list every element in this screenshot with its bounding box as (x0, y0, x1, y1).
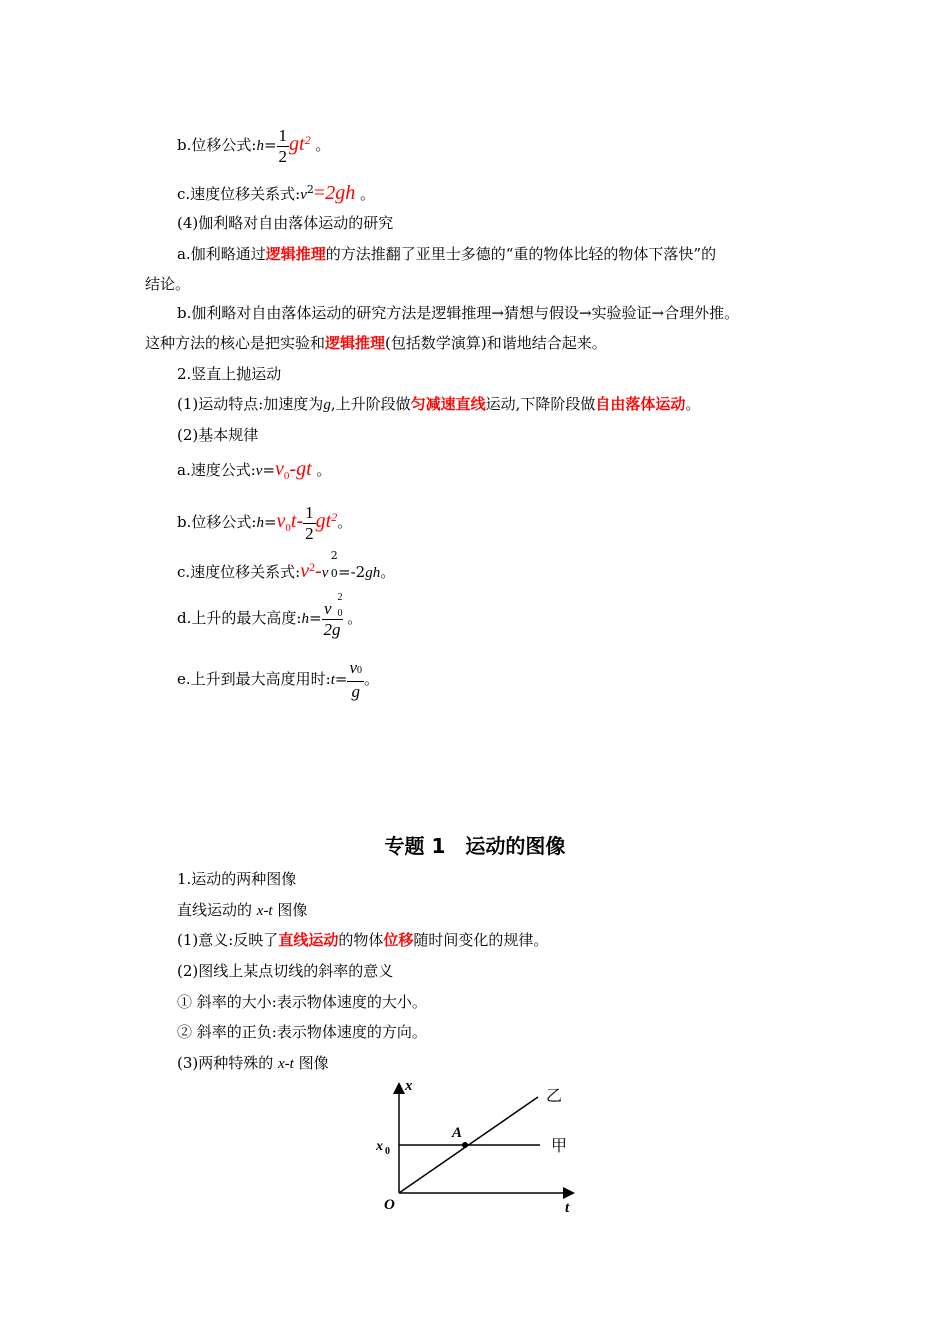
numerator (322, 591, 343, 620)
galileo-b: b.伽利略对自由落体运动的研究方法是逻辑推理→猜想与假设→实验验证→合理外推。 (177, 304, 740, 322)
displacement-formula (177, 497, 353, 543)
text: 这种方法的核心是把实验和 (145, 334, 326, 352)
equals: = (308, 609, 322, 627)
label: b.位移公式: (177, 136, 257, 154)
var-v: v (300, 187, 307, 203)
numerator: 1 (305, 502, 314, 522)
denominator: 2 (278, 146, 288, 166)
numerator: 1 (278, 125, 288, 145)
exponent: 2 (330, 549, 338, 562)
answer-2gh: 2gh (325, 182, 356, 204)
section-title: 专题 1 运动的图像 (384, 834, 566, 858)
period: 。 (315, 136, 331, 154)
answer-displacement: 位移 (383, 931, 414, 949)
vertical-throw-features (177, 394, 700, 415)
text: 随时间变化的规律。 (413, 931, 549, 949)
exponent: 2 (337, 591, 343, 603)
answer-gt: gt (315, 510, 332, 532)
subscript: 0 (283, 470, 290, 482)
text: 直线运动的 (177, 901, 257, 919)
var-xt: x-t (278, 1056, 294, 1072)
var-g: g (323, 397, 331, 413)
answer-gt: -gt (289, 458, 312, 480)
var-v: v (323, 598, 332, 618)
origin-label: O (384, 1197, 395, 1213)
text: 图像 (293, 1054, 329, 1072)
intersection-point (462, 1142, 468, 1148)
answer-decel: 匀减速直线 (410, 395, 486, 413)
point-label: A (452, 1125, 463, 1141)
var-h: h (301, 611, 309, 627)
vertical-throw-heading: 2.竖直上抛运动 (177, 365, 282, 383)
denominator: g (351, 682, 360, 701)
equals: = (263, 136, 277, 154)
line-yi-label: 乙 (546, 1088, 563, 1105)
slope-meaning-heading: (2)图线上某点切线的斜率的意义 (177, 962, 394, 980)
text: 运动,下降阶段做 (485, 395, 596, 413)
special-graphs-heading (177, 1053, 329, 1074)
var-v: v (349, 658, 357, 677)
equals: = (313, 182, 326, 204)
subscript: 0 (330, 567, 338, 580)
var-h: h (256, 515, 264, 531)
motion-graphs-heading: 1.运动的两种图像 (177, 870, 297, 888)
answer-v: v (300, 560, 310, 582)
fraction-v0-g (347, 658, 364, 702)
period: 。 (685, 395, 701, 413)
period: 。 (337, 513, 353, 531)
denominator: 2 (305, 523, 314, 543)
var-h: h (256, 138, 264, 154)
text: =-2 (338, 563, 366, 581)
exponent: 2 (304, 133, 311, 147)
period: 。 (347, 609, 363, 627)
text: 图像 (272, 901, 308, 919)
var-v: v (255, 463, 263, 479)
slope-magnitude: ① 斜率的大小:表示物体速度的大小。 (177, 993, 427, 1011)
exponent: 2 (331, 510, 338, 524)
x0-subscript: 0 (385, 1146, 390, 1157)
answer-gt: gt (289, 133, 305, 155)
label: c.速度位移关系式: (177, 563, 301, 581)
minus: - (315, 560, 322, 582)
equals: = (262, 461, 276, 479)
exponent: 2 (306, 183, 314, 196)
label: b.位移公式: (177, 513, 257, 531)
label: d.上升的最大高度: (177, 609, 302, 627)
text: ,上升阶段做 (330, 395, 411, 413)
answer-linear-motion: 直线运动 (278, 931, 339, 949)
equals: = (334, 670, 348, 688)
galileo-b-cont (145, 333, 607, 353)
text: a.伽利略通过 (177, 245, 266, 263)
exponent: 2 (309, 560, 316, 574)
subscript: 0 (285, 522, 291, 534)
v0-squared (321, 549, 338, 586)
xt-graph-heading (177, 900, 307, 921)
line-jia-label: 甲 (551, 1138, 568, 1155)
subscript: 0 (357, 665, 362, 676)
text: 的物体 (338, 931, 384, 949)
fraction-v0sq-2g (322, 591, 343, 640)
axis-y-label: x (405, 1078, 413, 1094)
var-xt: x-t (256, 903, 273, 919)
text: (3)两种特殊的 (177, 1054, 279, 1072)
galileo-heading: (4)伽利略对自由落体运动的研究 (177, 214, 394, 232)
galileo-a (177, 244, 716, 264)
subscript: 0 (337, 607, 343, 619)
velocity-formula (177, 457, 331, 481)
answer-freefall: 自由落体运动 (595, 395, 686, 413)
xt-graph (370, 1075, 590, 1225)
answer-v: v (275, 458, 284, 480)
period: 。 (364, 670, 380, 688)
xt-meaning (177, 930, 548, 950)
basic-laws-heading: (2)基本规律 (177, 426, 259, 444)
var-v: v (321, 565, 329, 581)
answer-t: t- (290, 510, 304, 532)
time-to-max-formula (177, 656, 379, 702)
var-t: t (330, 672, 335, 688)
text: (1)意义:反映了 (177, 931, 279, 949)
var-gh: gh (365, 565, 381, 581)
numerator (347, 658, 364, 682)
text: 的方法推翻了亚里士多德的“重的物体比轻的物体下落快”的 (325, 245, 717, 263)
denominator: 2g (323, 619, 341, 639)
label: c.速度位移关系式: (177, 185, 301, 203)
answer-logic: 逻辑推理 (325, 334, 386, 352)
answer-v: v (276, 510, 286, 532)
period: 。 (316, 461, 332, 479)
equals: = (263, 513, 277, 531)
label: a.速度公式: (177, 461, 256, 479)
slope-sign: ② 斜率的正负:表示物体速度的方向。 (177, 1023, 427, 1041)
max-height-formula (177, 591, 363, 641)
free-fall-displacement (177, 120, 331, 166)
x0-label: x (376, 1139, 383, 1154)
label: e.上升到最大高度用时: (177, 670, 331, 688)
axis-x-label: t (565, 1200, 570, 1216)
text: (包括数学演算)和谐地结合起来。 (385, 334, 607, 352)
text: (1)运动特点:加速度为 (177, 395, 324, 413)
galileo-a-cont: 结论。 (145, 275, 191, 293)
velocity-displacement-formula (177, 549, 396, 582)
period: 。 (359, 185, 375, 203)
fraction-half (277, 126, 290, 167)
answer-logic: 逻辑推理 (265, 245, 326, 263)
period: 。 (380, 563, 396, 581)
free-fall-velocity-displacement (177, 178, 375, 202)
fraction-half (303, 503, 316, 544)
